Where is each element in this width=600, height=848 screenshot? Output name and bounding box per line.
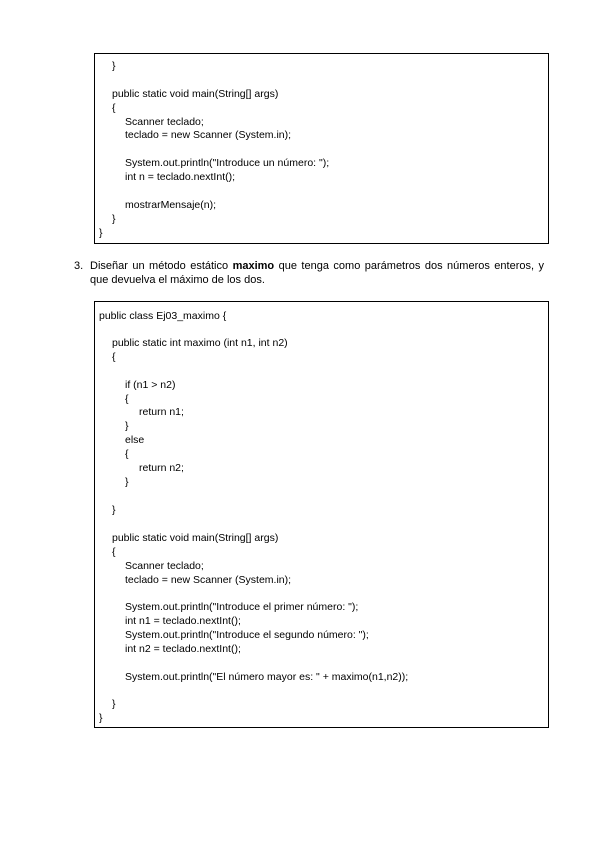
code-line: Scanner teclado; — [125, 116, 204, 128]
code-line: int n2 = teclado.nextInt(); — [125, 643, 241, 655]
code-line: teclado = new Scanner (System.in); — [125, 129, 292, 141]
code-line: { — [112, 102, 116, 114]
code-line: } — [125, 420, 129, 432]
code-line: int n = teclado.nextInt(); — [125, 171, 236, 183]
code-line: } — [112, 698, 116, 710]
code-line: int n1 = teclado.nextInt(); — [125, 615, 241, 627]
code-line: mostrarMensaje(n); — [125, 199, 217, 211]
code-line: } — [112, 213, 116, 225]
code-line: public static void main(String[] args) — [112, 532, 279, 544]
code-line: } — [112, 504, 116, 516]
code-listing-maximo — [94, 301, 549, 728]
code-listing-main — [94, 53, 549, 244]
code-line: public class Ej03_maximo { — [99, 310, 227, 322]
code-line: System.out.println("Introduce el segundo número: "); — [125, 629, 369, 641]
statement-text-after: que tenga como parámetros dos números enteros, y que devuelva el máximo de los dos. — [90, 260, 545, 286]
code-line: System.out.println("Introduce un número: "); — [125, 157, 330, 169]
exercise-number: 3. — [74, 260, 84, 272]
code-line: teclado = new Scanner (System.in); — [125, 574, 292, 586]
code-line: } — [99, 227, 103, 239]
code-line: public static void main(String[] args) — [112, 88, 279, 100]
code-line: { — [125, 448, 129, 460]
code-line: return n2; — [139, 462, 184, 474]
code-line: } — [125, 476, 129, 488]
exercise-statement — [90, 260, 544, 287]
code-line: System.out.println("Introduce el primer número: "); — [125, 601, 359, 613]
statement-text-before: Diseñar un método estático — [90, 260, 233, 272]
code-line: return n1; — [139, 406, 184, 418]
code-line: { — [125, 393, 129, 405]
code-line: { — [112, 351, 116, 363]
code-line: { — [112, 546, 116, 558]
code-line: } — [112, 60, 116, 72]
code-line: public static int maximo (int n1, int n2) — [112, 337, 288, 349]
code-line: Scanner teclado; — [125, 560, 204, 572]
code-line: System.out.println("El número mayor es: " + maximo(n1,n2)); — [125, 671, 409, 683]
statement-keyword: maximo — [232, 260, 275, 272]
code-line: if (n1 > n2) — [125, 379, 176, 391]
code-line: else — [125, 434, 145, 446]
code-line: } — [99, 712, 103, 724]
